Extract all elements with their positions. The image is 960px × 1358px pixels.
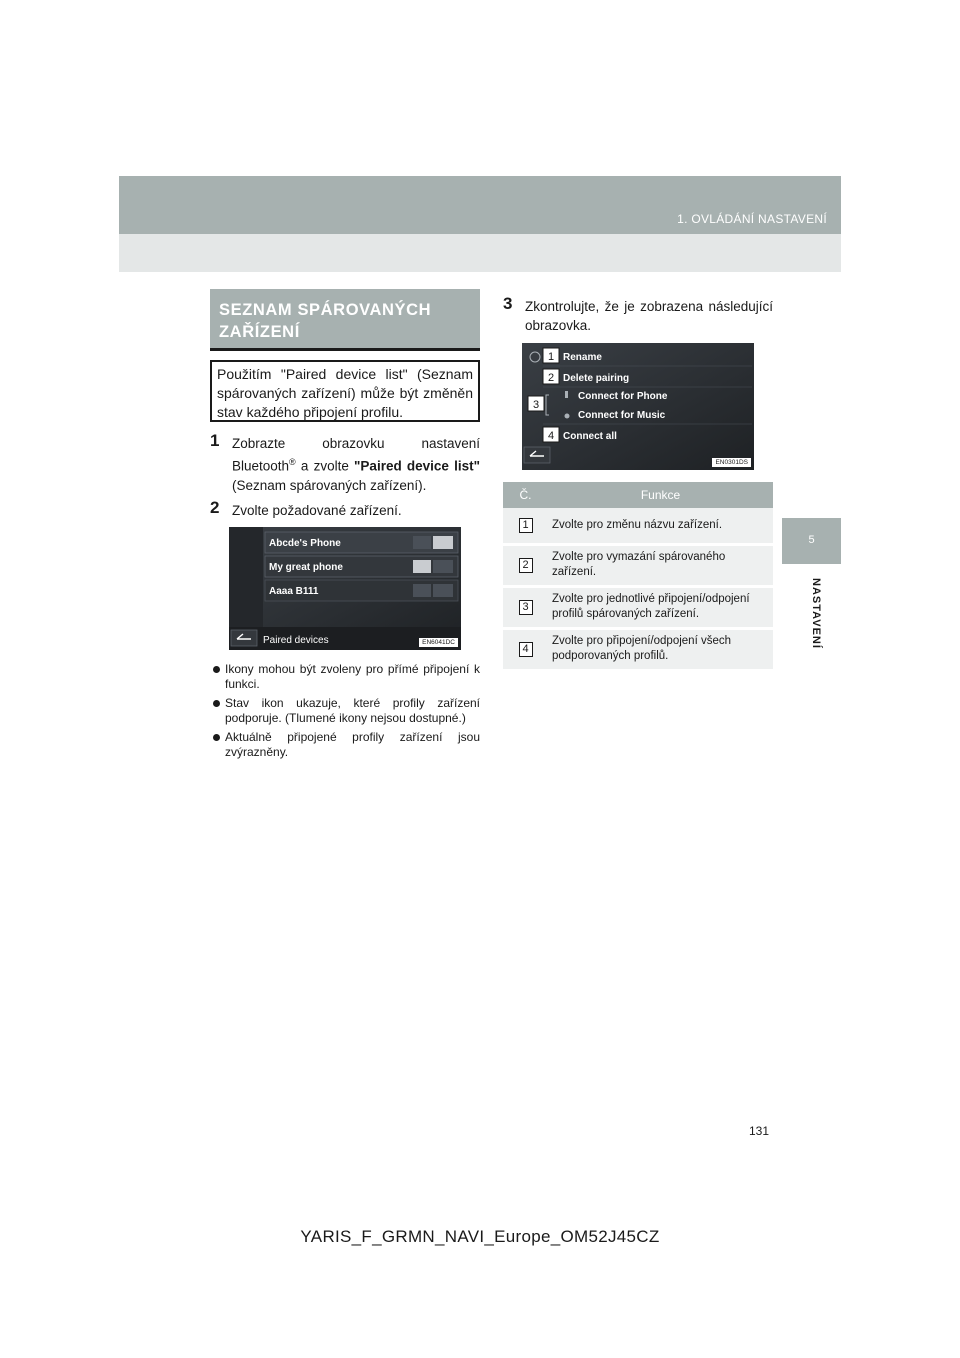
function-table	[503, 482, 773, 672]
intro-box: Použitím "Paired device list" (Seznam spárovaných zařízení) může být změněn stav každého připojení profilu.	[210, 360, 480, 422]
image-code: EN0301DS	[712, 458, 751, 467]
column-header-function: Funkce	[548, 482, 773, 508]
chapter-number: 5	[808, 534, 815, 546]
connect-music-option[interactable]	[565, 410, 666, 421]
bullet-item: Ikony mohou být zvoleny pro přímé připojení k funkci.	[212, 662, 480, 692]
back-button[interactable]	[524, 447, 550, 463]
row-description: Zvolte pro vymazání spárovaného zařízení.	[548, 544, 773, 586]
step-text: Zobrazte obrazovku nastavení Bluetooth® a zvolte "Paired device list" (Seznam spárovaných zařízení).	[232, 436, 481, 493]
svg-text:3: 3	[532, 399, 540, 411]
step-number: 1	[210, 431, 220, 450]
svg-text:Rename: Rename	[563, 352, 602, 363]
music-icon	[565, 414, 570, 419]
device-row-label: My great phone	[269, 562, 343, 573]
screen-title: Paired devices	[263, 635, 329, 646]
svg-text:Delete pairing: Delete pairing	[563, 373, 630, 384]
step-2	[210, 498, 480, 520]
phone-icon	[565, 391, 568, 398]
music-icon[interactable]	[433, 584, 453, 597]
step-text: Zvolte požadované zařízení.	[232, 503, 402, 518]
document-code: YARIS_F_GRMN_NAVI_Europe_OM52J45CZ	[300, 1227, 660, 1246]
paired-devices-screen	[229, 527, 461, 650]
image-code: EN6041DC	[419, 638, 458, 647]
device-options-screenshot	[522, 343, 754, 470]
step-number: 2	[210, 498, 220, 517]
table-row	[503, 544, 773, 586]
device-row[interactable]	[265, 532, 458, 553]
device-row-label: Aaaa B111	[269, 586, 319, 597]
row-number: 1	[519, 518, 533, 533]
section-title-box	[210, 289, 480, 351]
svg-text:Connect for Phone: Connect for Phone	[578, 391, 668, 402]
music-icon[interactable]	[433, 536, 453, 549]
chapter-label: NASTAVENÍ	[810, 578, 822, 649]
phone-icon[interactable]	[413, 584, 431, 597]
svg-text:1: 1	[547, 351, 555, 363]
bullet-item: Stav ikon ukazuje, které profily zařízení podporuje. (Tlumené ikony nejsou dostupné.)	[212, 696, 480, 726]
svg-text:Connect all: Connect all	[563, 431, 617, 442]
svg-text:4: 4	[547, 430, 555, 442]
bullet-item: Aktuálně připojené profily zařízení jsou zvýrazněny.	[212, 730, 480, 760]
step-text: Zkontrolujte, že je zobrazena následující obrazovka.	[525, 299, 773, 333]
device-row[interactable]	[265, 580, 458, 601]
svg-text:Connect for Music: Connect for Music	[578, 410, 666, 421]
step-1	[210, 431, 481, 495]
row-number: 2	[519, 558, 533, 573]
table-header-row	[503, 482, 773, 508]
connect-phone-option[interactable]	[565, 391, 668, 402]
bullet-list	[212, 662, 480, 764]
device-row-label: Abcde's Phone	[269, 538, 341, 549]
svg-text:2: 2	[547, 372, 555, 384]
section-title: SEZNAM SPÁROVANÝCH ZAŘÍZENÍ	[219, 301, 432, 341]
back-button[interactable]	[231, 630, 257, 646]
phone-icon[interactable]	[413, 560, 431, 573]
row-number: 4	[519, 642, 533, 657]
left-panel	[229, 527, 263, 627]
table-row	[503, 628, 773, 670]
device-options-screen	[522, 343, 754, 470]
table-row	[503, 508, 773, 544]
paired-devices-screenshot	[229, 527, 461, 650]
row-description: Zvolte pro připojení/odpojení všech podporovaných profilů.	[548, 628, 773, 670]
step-3	[503, 294, 773, 335]
header-sub-band	[119, 234, 841, 272]
phone-icon[interactable]	[413, 536, 431, 549]
column-header-number: Č.	[503, 482, 548, 508]
row-description: Zvolte pro jednotlivé připojení/odpojení profilů spárovaných zařízení.	[548, 586, 773, 628]
row-description: Zvolte pro změnu názvu zařízení.	[548, 508, 773, 544]
row-number: 3	[519, 600, 533, 615]
music-icon[interactable]	[433, 560, 453, 573]
chapter-heading: 1. OVLÁDÁNÍ NASTAVENÍ	[677, 212, 827, 226]
table-row	[503, 586, 773, 628]
step-number: 3	[503, 294, 513, 313]
page-number: 131	[749, 1124, 770, 1138]
header-band	[119, 176, 841, 234]
device-row[interactable]	[265, 556, 458, 577]
chapter-tab	[782, 518, 841, 564]
